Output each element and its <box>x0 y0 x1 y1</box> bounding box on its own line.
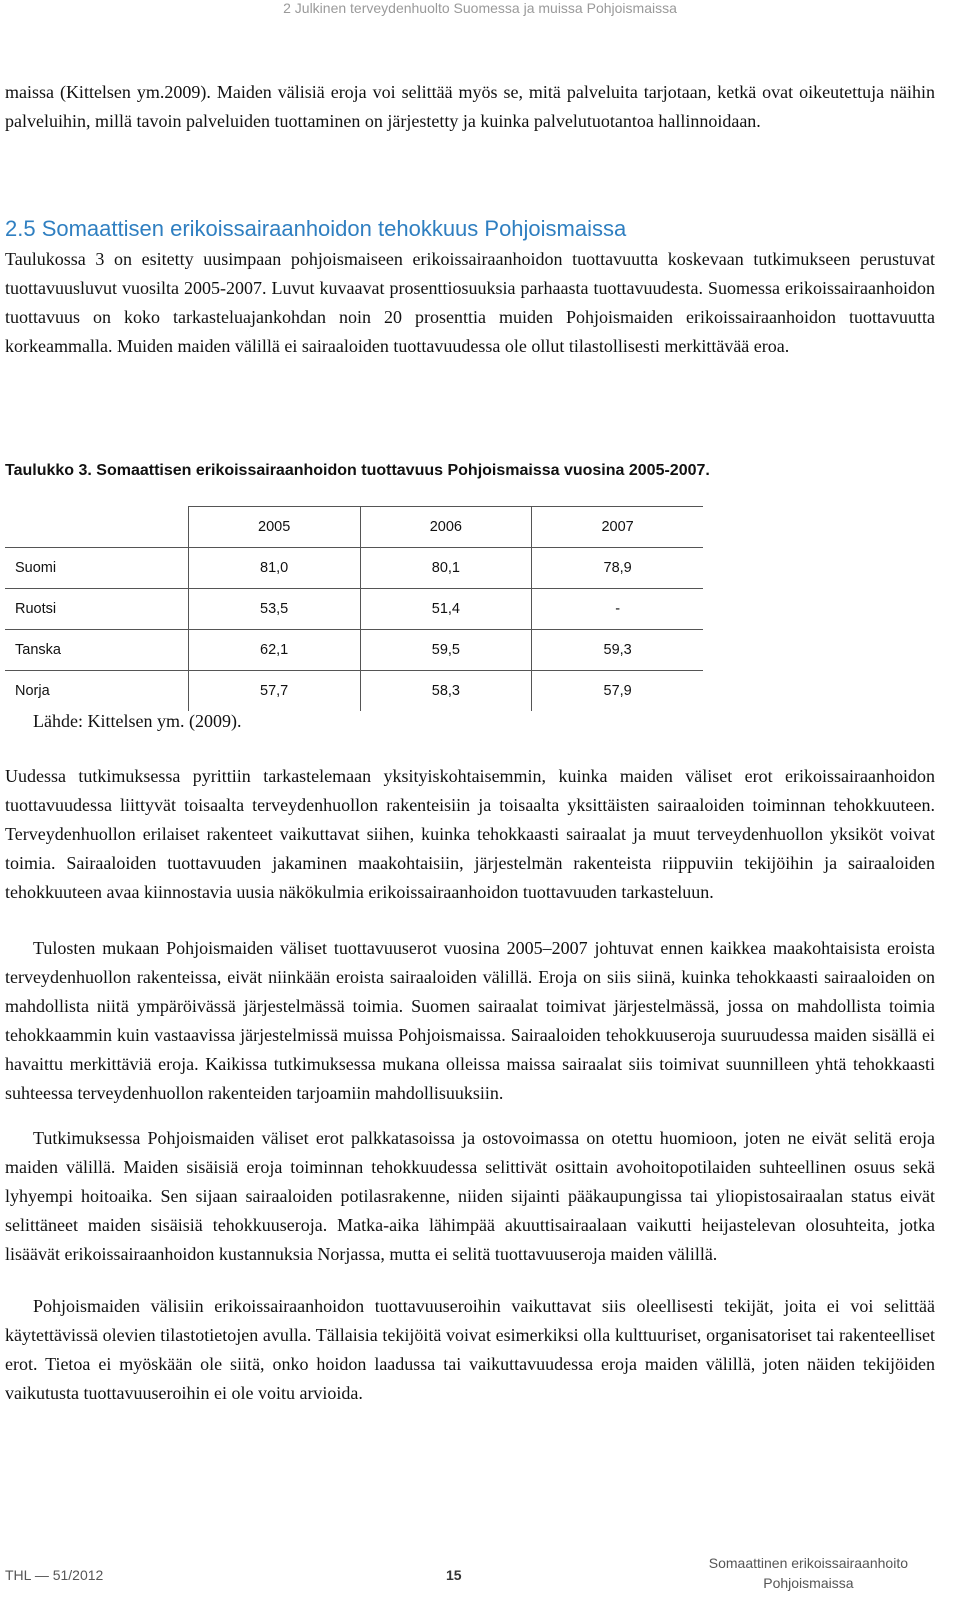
table-cell: 59,5 <box>360 630 532 671</box>
body-paragraph-3: Tutkimuksessa Pohjoismaiden väliset erot palkkatasoissa ja ostovoimassa on otettu huomioon, joten ne eivät selitä eroja maiden välillä. Maiden sisäisiä eroja toiminnan tehokkuudessa selittivät osittain avohoitopotilaiden suhteellinen osuus sekä lyhyempi hoitoaika. Sen sijaan sairaaloiden potilasrakenne, niiden sijainti pääkaupungissa tai yliopistosairaalan status eivät selittäneet maiden sisäisiä tehokkuuseroja. Matka-aika lähimpää akuuttisairaalaan vaikutti heijastelevan olosuhteita, jotka lisäävät erikoissairaanhoidon kustannuksia Norjassa, mutta ei selitä tuottavuuseroja maiden välillä. <box>5 1128 935 1264</box>
table-cell: 51,4 <box>360 589 532 630</box>
footer-title-line-1: Somaattinen erikoissairaanhoito <box>708 1555 908 1571</box>
table-row <box>5 671 703 712</box>
table-cell: 53,5 <box>188 589 360 630</box>
table-row <box>5 589 703 630</box>
table-cell: 81,0 <box>188 548 360 589</box>
table-header-row <box>5 507 703 548</box>
table-cell: 57,9 <box>532 671 703 712</box>
table-cell: - <box>532 589 703 630</box>
body-paragraph-2: Tulosten mukaan Pohjoismaiden väliset tuottavuuserot vuosina 2005–2007 johtuvat ennen kaikkea maakohtaisista eroista terveydenhuollon rakenteissa, eivät niinkään eroista sairaaloiden välillä. Eroja on siis siinä, kuinka tehokkaasti sairaaloiden on mahdollista niitä ympäröivässä järjestelmässä toimia. Suomen sairaalat toimivat järjestelmässä, jossa on mahdollista toimia tehokkaammin kuin vastaavissa järjestelmissä muissa Pohjoismaissa. Sairaaloiden tehokkuuseroja suuruudessa maiden sisällä ei havaittu merkittäviä eroja. Kaikissa tutkimuksessa mukana olleissa maissa sairaalat siis toimivat suunnilleen yhtä tehokkaasti suhteessa terveydenhuollon rakenteiden tarjoamiin mahdollisuuksiin. <box>5 938 935 1103</box>
running-head: 2 Julkinen terveydenhuolto Suomessa ja muissa Pohjoismaissa <box>283 0 677 16</box>
section-heading: 2.5 Somaattisen erikoissairaanhoidon tehokkuus Pohjoismaissa <box>5 216 627 241</box>
table-caption: Taulukko 3. Somaattisen erikoissairaanhoidon tuottavuus Pohjoismaissa vuosina 2005-2007. <box>5 462 710 479</box>
body-paragraph-4: Pohjoismaiden välisiin erikoissairaanhoidon tuottavuuseroihin vaikuttavat siis oleellisesti tekijät, joita ei voi selittää käytettävissä olevien tilastotietojen avulla. Tällaisia tekijöitä voivat esimerkiksi olla kulttuuriset, organisatoriset tai rakenteelliset erot. Tietoa ei myöskään ole siitä, onko hoidon laadussa tai vaikuttavuudessa eroja maiden välillä, joten näiden tekijöiden vaikutusta tuottavuuseroihin ei ole voitu arvioida. <box>5 1296 935 1403</box>
section-paragraph: Taulukossa 3 on esitetty uusimpaan pohjoismaiseen erikoissairaanhoidon tuottavuutta koskevaan tutkimukseen perustuvat tuottavuusluvut vuosilta 2005-2007. Luvut kuvaavat prosenttiosuuksia parhaasta tuottavuudesta. Suomessa erikoissairaanhoidon tuottavuus on koko tarkasteluajankohdan noin 20 prosenttia muiden Pohjoismaiden erikoissairaanhoidon tuottavuutta korkeammalla. Muiden maiden välillä ei sairaaloiden tuottavuudessa ole ollut tilastollisesti merkittävää eroa. <box>5 249 935 356</box>
body-paragraph-1: Uudessa tutkimuksessa pyrittiin tarkastelemaan yksityiskohtaisemmin, kuinka maiden väliset erot erikoissairaanhoidon tuottavuudessa liittyvät toisaalta terveydenhuollon rakenteisiin ja toisaalta yksittäisten sairaaloiden toiminnan tehokkuuteen. Terveydenhuollon erilaiset rakenteet vaikuttavat siihen, kuinka tehokkaasti sairaalat ja muut terveydenhuollon yksiköt voivat toimia. Sairaaloiden tuottavuuden jakaminen maakohtaisiin, järjestelmän rakenteista riippuviin tekijöihin ja sairaaloiden tehokkuuteen avaa kiinnostavia uusia näkökulmia erikoissairaanhoidon tuottavuuden tarkasteluun. <box>5 766 935 902</box>
table-cell: 78,9 <box>532 548 703 589</box>
table-header-cell <box>5 507 188 548</box>
table-source-note: Lähde: Kittelsen ym. (2009). <box>33 711 242 731</box>
footer-page-number: 15 <box>446 1567 462 1583</box>
table-cell: 58,3 <box>360 671 532 712</box>
table-header-cell: 2006 <box>360 507 532 548</box>
table-cell: 57,7 <box>188 671 360 712</box>
table-cell-country: Suomi <box>5 548 188 589</box>
table-row <box>5 548 703 589</box>
table-cell-country: Tanska <box>5 630 188 671</box>
table-cell: 62,1 <box>188 630 360 671</box>
footer-title <box>709 1553 908 1593</box>
table-row <box>5 630 703 671</box>
footer-publication: THL — 51/2012 <box>5 1567 104 1583</box>
table-cell-country: Ruotsi <box>5 589 188 630</box>
footer-title-line-2: Pohjoismaissa <box>763 1575 854 1591</box>
table-header-cell: 2005 <box>188 507 360 548</box>
table-header-cell: 2007 <box>532 507 703 548</box>
table-cell: 80,1 <box>360 548 532 589</box>
table-cell-country: Norja <box>5 671 188 712</box>
productivity-table <box>5 506 703 711</box>
intro-paragraph: maissa (Kittelsen ym.2009). Maiden välisiä eroja voi selittää myös se, mitä palveluita tarjotaan, ketkä ovat oikeutettuja näihin palveluihin, millä tavoin palveluiden tuottaminen on järjestetty ja kuinka palvelutuotantoa hallinnoidaan. <box>5 82 935 131</box>
table-cell: 59,3 <box>532 630 703 671</box>
